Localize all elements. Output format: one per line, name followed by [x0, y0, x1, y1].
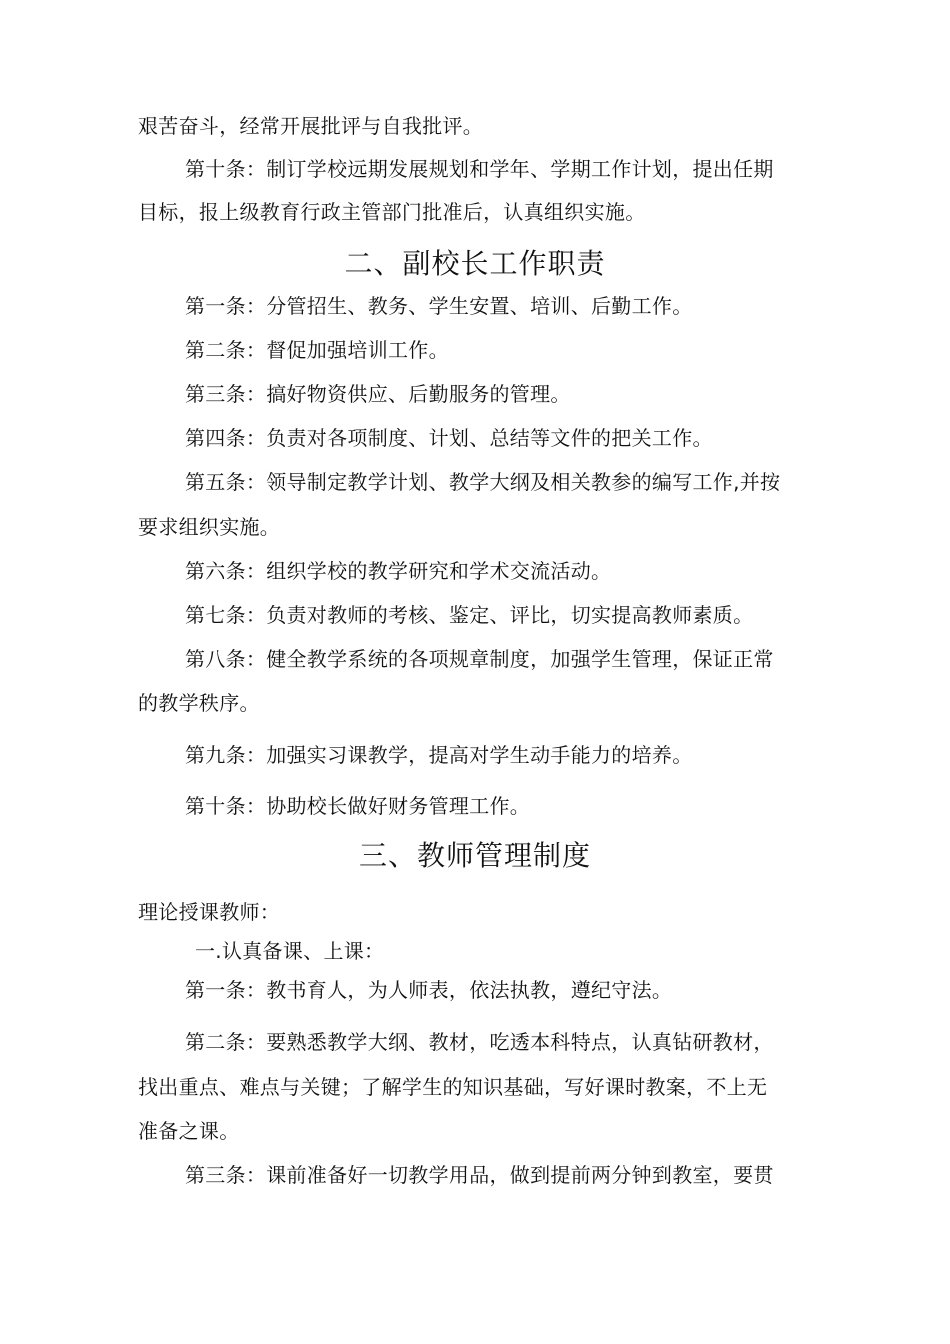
vp-article-10: 第十条：协助校长做好财务管理工作。 [185, 794, 531, 818]
vp-article-1: 第一条：分管招生、教务、学生安置、培训、后勤工作。 [185, 294, 693, 318]
article-10-line-1: 第十条：制订学校远期发展规划和学年、学期工作计划，提出任期 [185, 157, 774, 181]
vp-article-6: 第六条：组织学校的教学研究和学术交流活动。 [185, 559, 612, 583]
teacher-article-3-line-1: 第三条：课前准备好一切教学用品，做到提前两分钟到教室，要贯 [185, 1163, 774, 1187]
vp-article-3: 第三条：搞好物资供应、后勤服务的管理。 [185, 382, 571, 406]
teacher-article-2-line-2: 找出重点、难点与关键；了解学生的知识基础，写好课时教案，不上无 [138, 1075, 768, 1099]
vp-article-9: 第九条：加强实习课教学，提高对学生动手能力的培养。 [185, 743, 693, 767]
teacher-article-2-line-1: 第二条：要熟悉教学大纲、教材，吃透本科特点，认真钻研教材， [185, 1030, 774, 1054]
subheading-theory-teachers: 理论授课教师： [138, 900, 281, 924]
vp-article-5-line-2: 要求组织实施。 [138, 515, 281, 539]
article-10-line-2: 目标，报上级教育行政主管部门批准后，认真组织实施。 [138, 200, 646, 224]
vp-article-7: 第七条：负责对教师的考核、鉴定、评比，切实提高教师素质。 [185, 603, 754, 627]
subheading-prepare-lessons: 一.认真备课、上课： [195, 939, 385, 963]
section-heading-teacher-management: 三、教师管理制度 [358, 839, 591, 872]
vp-article-2: 第二条：督促加强培训工作。 [185, 338, 449, 362]
teacher-article-1: 第一条：教书育人，为人师表，依法执教，遵纪守法。 [185, 978, 673, 1002]
paragraph-line: 艰苦奋斗，经常开展批评与自我批评。 [138, 114, 484, 138]
vp-article-8-line-1: 第八条：健全教学系统的各项规章制度，加强学生管理，保证正常 [185, 647, 774, 671]
vp-article-5-line-1: 第五条：领导制定教学计划、教学大纲及相关教参的编写工作,并按 [185, 470, 781, 494]
vp-article-4: 第四条：负责对各项制度、计划、总结等文件的把关工作。 [185, 426, 713, 450]
teacher-article-2-line-3: 准备之课。 [138, 1119, 240, 1143]
section-heading-vice-principal: 二、副校长工作职责 [344, 247, 606, 280]
vp-article-8-line-2: 的教学秩序。 [138, 691, 260, 715]
